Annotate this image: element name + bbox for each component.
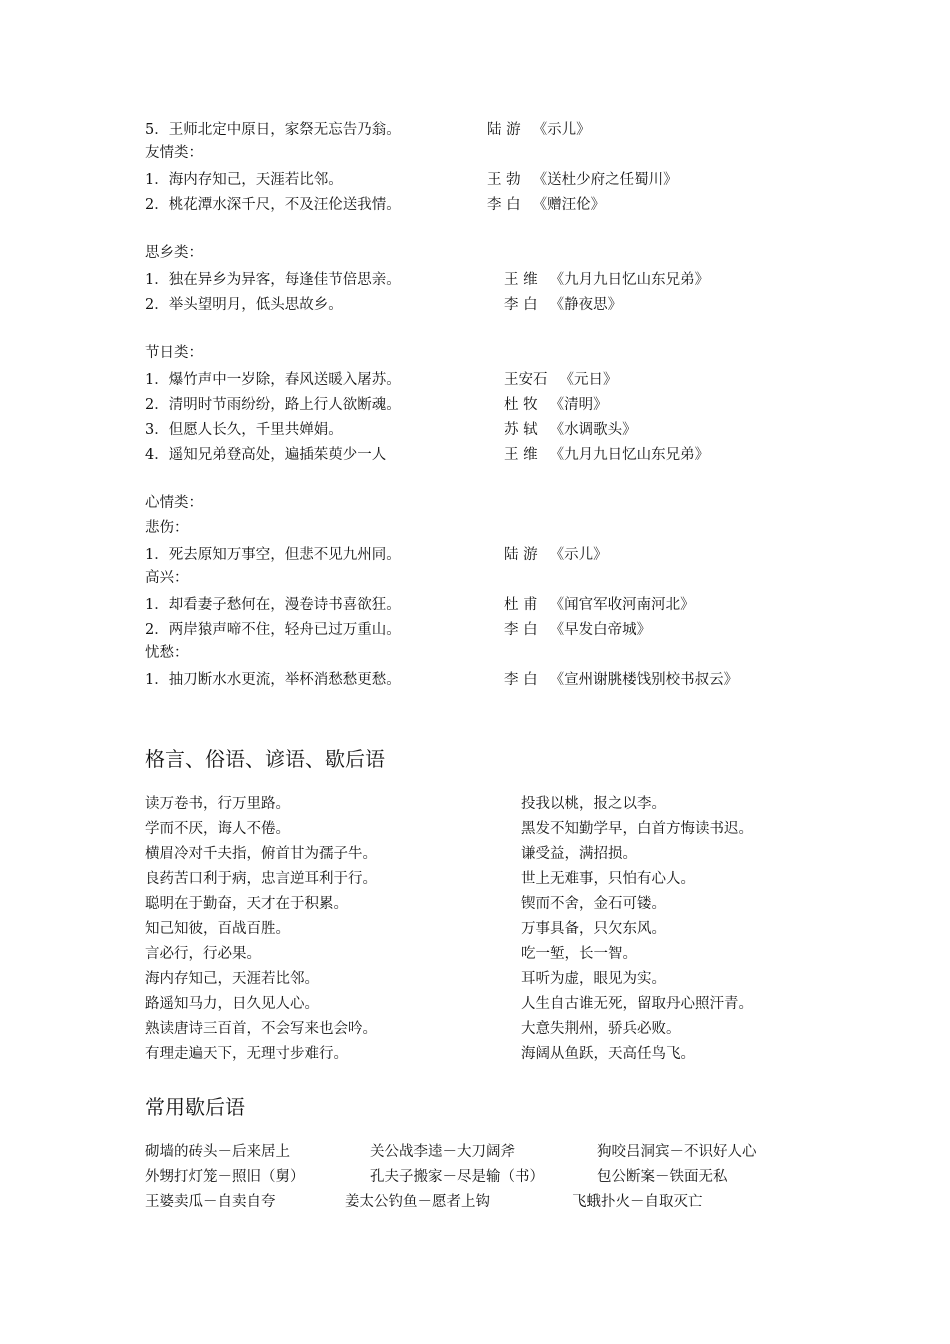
poem-source [504,418,637,439]
proverb-left: 熟读唐诗三百首，不会写来也会吟。 [145,1021,377,1037]
proverb-row [145,792,845,812]
proverb-left: 有理走遍天下，无理寸步难行。 [145,1046,348,1062]
proverb-right: 吃一堑，长一智。 [521,946,637,962]
poem-source [504,268,709,289]
poem-line [145,293,845,313]
subheading-worry: 忧愁： [145,645,189,661]
proverb-row [145,967,845,987]
poem-line [145,193,845,213]
poem-title: 《九月九日忆山东兄弟》 [549,272,710,288]
poem-author: 李 白 [504,672,538,688]
poem-title: 《清明》 [549,397,608,413]
subheading-happy: 高兴： [145,570,189,586]
poem-author: 李 白 [504,297,538,313]
poem-source [504,443,709,464]
xiehouyu-item: 砌墙的砖头－后来居上 [145,1144,290,1160]
poem-title: 《元日》 [559,372,618,388]
poem-source [487,168,678,189]
proverb-row [145,992,845,1012]
proverb-row [145,867,845,887]
section-heading-friendship: 友情类： [145,145,203,161]
proverb-right: 大意失荆州，骄兵必败。 [521,1021,681,1037]
poem-source [504,618,651,639]
poem-title: 《送杜少府之任蜀川》 [532,172,678,188]
poem-title: 《水调歌头》 [549,422,637,438]
proverb-right: 谦受益，满招损。 [521,846,637,862]
poem-text: 1．独在异乡为异客，每逢佳节倍思亲。 [145,272,401,288]
poem-text: 3．但愿人长久，千里共婵娟。 [145,422,343,438]
poem-text: 2．两岸猿声啼不住，轻舟已过万重山。 [145,622,401,638]
poem-author: 陆 游 [487,122,521,138]
poem-line [145,418,845,438]
proverb-right: 锲而不舍，金石可镂。 [521,896,666,912]
poem-text: 2．清明时节雨纷纷，路上行人欲断魂。 [145,397,401,413]
poem-text: 1．却看妻子愁何在，漫卷诗书喜欲狂。 [145,597,401,613]
xiehouyu-item: 狗咬吕洞宾－不识好人心 [597,1144,757,1160]
xiehouyu-item: 外甥打灯笼－照旧（舅） [145,1169,305,1185]
proverb-left: 读万卷书，行万里路。 [145,796,290,812]
poem-text: 1．海内存知己，天涯若比邻。 [145,172,343,188]
xiehouyu-item: 关公战李逵－大刀阔斧 [370,1144,515,1160]
poem-title: 《赠汪伦》 [532,197,606,213]
poem-source [504,593,695,614]
proverb-left: 良药苦口利于病，忠言逆耳利于行。 [145,871,377,887]
poem-line [145,443,845,463]
poem-source [504,543,608,564]
proverb-right: 黑发不知勤学早，白首方悔读书迟。 [521,821,753,837]
xiehouyu-item: 包公断案－铁面无私 [597,1169,728,1185]
poem-author: 陆 游 [504,547,538,563]
proverb-left: 海内存知己，天涯若比邻。 [145,971,319,987]
poem-author: 李 白 [504,622,538,638]
proverb-row [145,1042,845,1062]
section-heading-festival: 节日类： [145,345,203,361]
poem-source [504,368,618,389]
poem-title: 《静夜思》 [549,297,623,313]
poem-source [487,118,591,139]
poem-title: 《示儿》 [549,547,608,563]
proverb-row [145,1017,845,1037]
poem-source [504,293,622,314]
poem-author: 李 白 [487,197,521,213]
poem-source [504,668,738,689]
proverb-left: 聪明在于勤奋，天才在于积累。 [145,896,348,912]
poem-line [145,368,845,388]
poem-line [145,618,845,638]
proverb-row [145,842,845,862]
poem-line [145,668,845,688]
proverb-right: 万事具备，只欠东风。 [521,921,666,937]
poem-author: 王 维 [504,272,538,288]
poem-text: 5．王师北定中原日，家祭无忘告乃翁。 [145,122,401,138]
poem-title: 《宣州谢朓楼饯别校书叔云》 [549,672,739,688]
xiehouyu-item: 孔夫子搬家－尽是输（书） [370,1169,544,1185]
proverb-left: 学而不厌，诲人不倦。 [145,821,290,837]
proverbs-heading: 格言、俗语、谚语、歇后语 [145,747,385,771]
poem-title: 《闻官军收河南河北》 [549,597,695,613]
poem-line [145,168,845,188]
proverb-row [145,942,845,962]
xiehouyu-item: 姜太公钓鱼－愿者上钩 [345,1194,490,1210]
proverb-left: 知己知彼，百战百胜。 [145,921,290,937]
proverb-left: 言必行，行必果。 [145,946,261,962]
subheading-sad: 悲伤： [145,520,189,536]
proverb-row [145,817,845,837]
proverb-right: 海阔从鱼跃，天高任鸟飞。 [521,1046,695,1062]
proverb-left: 横眉冷对千夫指，俯首甘为孺子牛。 [145,846,377,862]
proverb-right: 耳听为虚，眼见为实。 [521,971,666,987]
poem-text: 2．举头望明月，低头思故乡。 [145,297,343,313]
poem-text: 1．爆竹声中一岁除，春风送暖入屠苏。 [145,372,401,388]
xiehouyu-item: 飞蛾扑火－自取灭亡 [572,1194,703,1210]
poem-author: 杜 甫 [504,597,538,613]
proverb-row [145,892,845,912]
section-heading-mood: 心情类： [145,495,203,511]
section-heading-homesick: 思乡类： [145,245,203,261]
proverb-right: 人生自古谁无死，留取丹心照汗青。 [521,996,753,1012]
poem-title: 《示儿》 [532,122,591,138]
xiehouyu-heading: 常用歇后语 [145,1095,245,1119]
poem-author: 王 勃 [487,172,521,188]
poem-author: 王 维 [504,447,538,463]
poem-author: 苏 轼 [504,422,538,438]
xiehouyu-item: 王婆卖瓜－自卖自夸 [145,1194,276,1210]
poem-line [145,593,845,613]
proverb-right: 投我以桃，报之以李。 [521,796,666,812]
poem-line [145,268,845,288]
poem-text: 1．死去原知万事空，但悲不见九州同。 [145,547,401,563]
poem-title: 《九月九日忆山东兄弟》 [549,447,710,463]
proverb-left: 路遥知马力，日久见人心。 [145,996,319,1012]
poem-author: 杜 牧 [504,397,538,413]
poem-author: 王安石 [504,372,548,388]
proverb-right: 世上无难事，只怕有心人。 [521,871,695,887]
poem-line [145,543,845,563]
poem-text: 2．桃花潭水深千尺，不及汪伦送我情。 [145,197,401,213]
poem-text: 4．遥知兄弟登高处，遍插茱萸少一人 [145,447,387,463]
poem-title: 《早发白帝城》 [549,622,652,638]
poem-source [504,393,608,414]
poem-line [145,393,845,413]
poem-text: 1．抽刀断水水更流，举杯消愁愁更愁。 [145,672,401,688]
poem-source [487,193,605,214]
poem-line [145,118,845,138]
proverb-row [145,917,845,937]
